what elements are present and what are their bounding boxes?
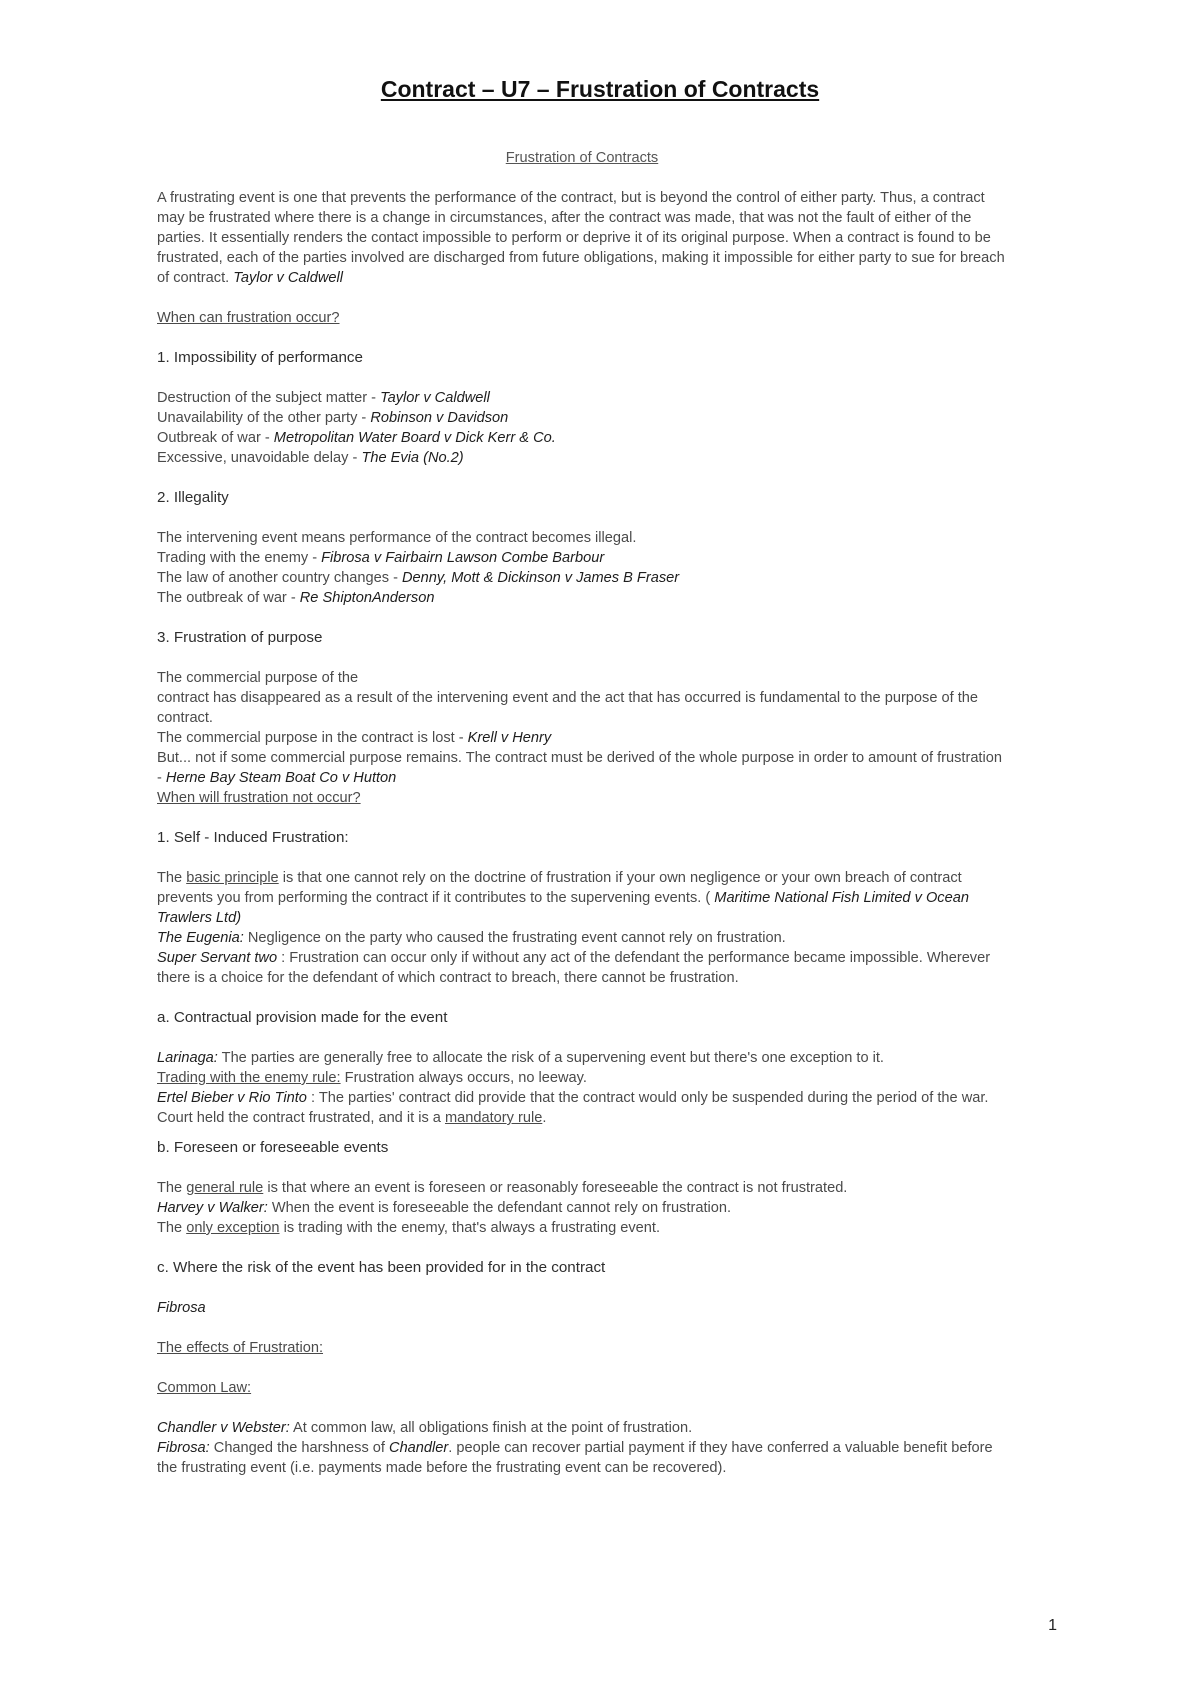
case-name: Ertel Bieber v Rio Tinto bbox=[157, 1090, 307, 1106]
provision-p3 bbox=[157, 1088, 1007, 1128]
item-case: Metropolitan Water Board v Dick Kerr & Co. bbox=[273, 430, 556, 446]
underlined-term: mandatory rule bbox=[444, 1110, 543, 1126]
page-title: Contract – U7 – Frustration of Contracts bbox=[380, 76, 820, 102]
text: Negligence on the party who caused the frustrating event cannot rely on frustration. bbox=[243, 930, 786, 946]
text: When the event is foreseeable the defendant cannot rely on frustration. bbox=[267, 1200, 732, 1216]
list-item bbox=[157, 428, 1007, 448]
intro-paragraph bbox=[157, 188, 1007, 288]
case-name: Chandler bbox=[389, 1440, 449, 1456]
effects-heading: The effects of Frustration: bbox=[157, 1340, 324, 1356]
case-name: Fibrosa: bbox=[157, 1440, 210, 1456]
intro-text: A frustrating event is one that prevents the performance of the contract, but is beyond the control of either party. Thus, a contract may be frustrated where there is a change in circumstances, after the contract was made, that was not the fault of either of the parties. It essentially renders the contact impossible to perform or deprive it of its original purpose. When a contract is found to be frustrated, each of the parties involved are discharged from future obligations, making it impossible for either party to sue for breach of contract. bbox=[157, 190, 1005, 286]
text: is trading with the enemy, that's always a frustrating event. bbox=[279, 1220, 661, 1236]
list-item bbox=[157, 388, 1007, 408]
purpose-text: But... not if some commercial purpose remains. The contract must be derived of the whole purpose in order to amount of frustration - bbox=[157, 750, 1002, 786]
text: At common law, all obligations finish at the point of frustration. bbox=[289, 1420, 693, 1436]
foreseen-heading: b. Foreseen or foreseeable events bbox=[157, 1139, 389, 1156]
underlined-term: basic principle bbox=[186, 870, 279, 886]
item-case: Denny, Mott & Dickinson v James B Fraser bbox=[402, 570, 680, 586]
text: . people can recover partial payment if they have conferred a valuable benefit before the frustrating event (i.e. payments made before the frustrating event can be recovered). bbox=[157, 1440, 993, 1476]
item-case: Fibrosa v Fairbairn Lawson Combe Barbour bbox=[321, 550, 605, 566]
purpose-line: The commercial purpose of the bbox=[157, 670, 359, 686]
text: : Frustration can occur only if without any act of the defendant the performance became impossible. Wherever there is a choice for the defendant of which contract to breach, there cannot be frustration. bbox=[157, 950, 991, 986]
self-induced-p3 bbox=[157, 948, 1007, 988]
risk-heading: c. Where the risk of the event has been provided for in the contract bbox=[157, 1259, 606, 1276]
self-induced-p2 bbox=[157, 928, 1007, 948]
underlined-term: Trading with the enemy rule: bbox=[157, 1070, 341, 1086]
list-item bbox=[157, 448, 1007, 468]
text: Changed the harshness of bbox=[209, 1440, 390, 1456]
case-name: Chandler v Webster: bbox=[157, 1420, 290, 1436]
item-text: The intervening event means performance of the contract becomes illegal. bbox=[157, 530, 637, 546]
case-name: Harvey v Walker: bbox=[157, 1200, 268, 1216]
purpose-line: contract has disappeared as a result of the intervening event and the act that has occurred is fundamental to the purpose of the contract. bbox=[157, 690, 979, 726]
text: The bbox=[157, 870, 187, 886]
item-text: Excessive, unavoidable delay - bbox=[157, 450, 362, 466]
purpose-text: The commercial purpose in the contract is lost - bbox=[157, 730, 468, 746]
foreseen-p2 bbox=[157, 1198, 1007, 1218]
section-subtitle: Frustration of Contracts bbox=[505, 150, 659, 166]
purpose-case: Herne Bay Steam Boat Co v Hutton bbox=[165, 770, 397, 786]
provision-heading: a. Contractual provision made for the event bbox=[157, 1009, 448, 1026]
case-name: The Eugenia: bbox=[157, 930, 244, 946]
self-induced-p1 bbox=[157, 868, 1007, 928]
list-item bbox=[157, 408, 1007, 428]
list-item bbox=[157, 528, 1007, 548]
when-heading: When can frustration occur? bbox=[157, 310, 340, 326]
page-number: 1 bbox=[1048, 1617, 1057, 1634]
foreseen-p3 bbox=[157, 1218, 1007, 1238]
document-body bbox=[157, 148, 1007, 1478]
item-text: Outbreak of war - bbox=[157, 430, 274, 446]
list-item bbox=[157, 548, 1007, 568]
item-text: Destruction of the subject matter - bbox=[157, 390, 381, 406]
text: The bbox=[157, 1220, 187, 1236]
item-case: Taylor v Caldwell bbox=[380, 390, 490, 406]
case-name: Super Servant two bbox=[157, 950, 278, 966]
text: is that one cannot rely on the doctrine of frustration if your own negligence or your own breach of contract prevents you from performing the contract if it contributes to the supervening events. ( bbox=[157, 870, 962, 906]
item-text: Trading with the enemy - bbox=[157, 550, 322, 566]
impossibility-heading: 1. Impossibility of performance bbox=[157, 349, 363, 366]
text: Frustration always occurs, no leeway. bbox=[340, 1070, 587, 1086]
purpose-line bbox=[157, 728, 1007, 748]
provision-p1 bbox=[157, 1048, 1007, 1068]
underlined-term: only exception bbox=[186, 1220, 280, 1236]
text: . bbox=[542, 1110, 547, 1126]
purpose-heading: 3. Frustration of purpose bbox=[157, 629, 323, 646]
illegality-heading: 2. Illegality bbox=[157, 489, 229, 506]
item-text: The outbreak of war - bbox=[157, 590, 300, 606]
item-case: The Evia (No.2) bbox=[361, 450, 464, 466]
underlined-term: general rule bbox=[186, 1180, 264, 1196]
common-law-p1 bbox=[157, 1418, 1007, 1438]
case-name: Larinaga: bbox=[157, 1050, 218, 1066]
item-text: The law of another country changes - bbox=[157, 570, 402, 586]
item-case: Robinson v Davidson bbox=[370, 410, 509, 426]
common-law-p2 bbox=[157, 1438, 1007, 1478]
self-induced-heading: 1. Self - Induced Frustration: bbox=[157, 829, 349, 846]
item-text: Unavailability of the other party - bbox=[157, 410, 371, 426]
purpose-case: Krell v Henry bbox=[467, 730, 552, 746]
case-name: Maritime National Fish Limited v Ocean Trawlers Ltd) bbox=[157, 890, 969, 926]
text: The bbox=[157, 1180, 187, 1196]
purpose-line bbox=[157, 748, 1007, 788]
item-case: Re ShiptonAnderson bbox=[299, 590, 435, 606]
common-law-heading: Common Law: bbox=[157, 1380, 252, 1396]
intro-case: Taylor v Caldwell bbox=[233, 270, 344, 286]
provision-p2 bbox=[157, 1068, 1007, 1088]
risk-case: Fibrosa bbox=[157, 1300, 206, 1316]
text: is that where an event is foreseen or reasonably foreseeable the contract is not frustrated. bbox=[263, 1180, 848, 1196]
not-heading: When will frustration not occur? bbox=[157, 790, 361, 806]
list-item bbox=[157, 588, 1007, 608]
list-item bbox=[157, 568, 1007, 588]
text: The parties are generally free to allocate the risk of a supervening event but there's one exception to it. bbox=[217, 1050, 884, 1066]
text: : The parties' contract did provide that the contract would only be suspended during the period of the war. Court held the contract frustrated, and it is a bbox=[157, 1090, 989, 1126]
foreseen-p1 bbox=[157, 1178, 1007, 1198]
